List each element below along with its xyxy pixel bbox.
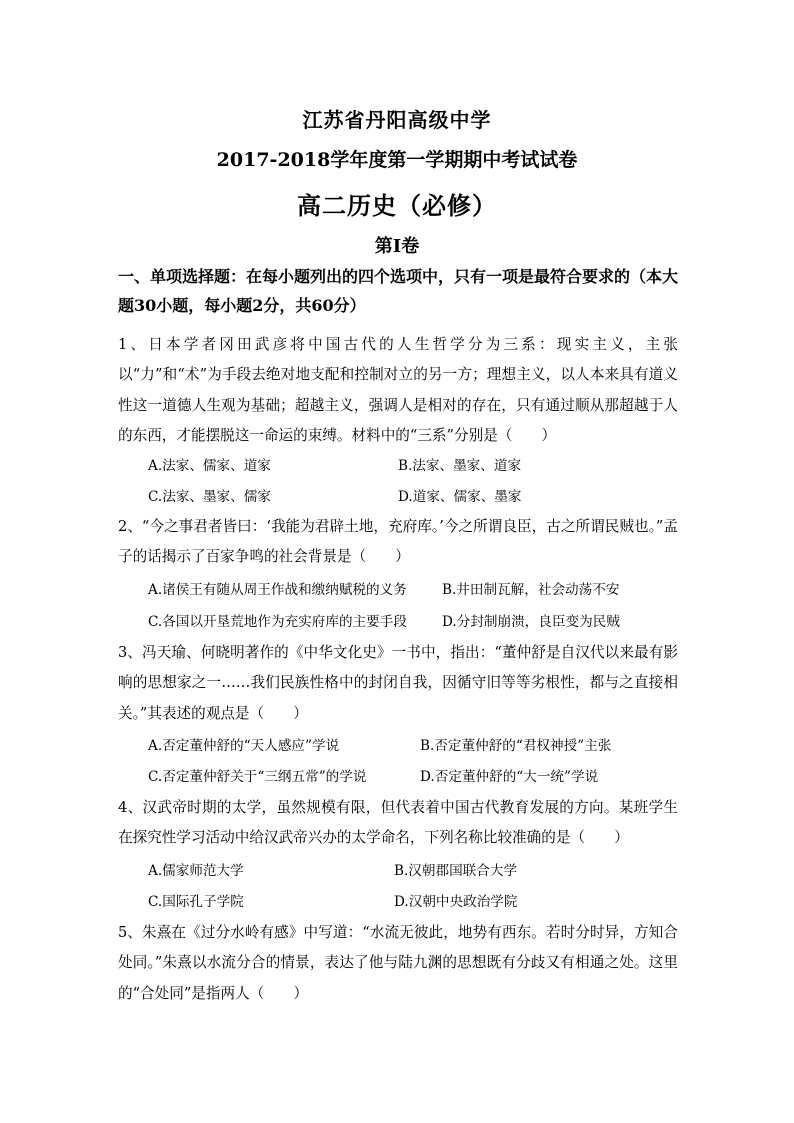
question-3-option-d: D.否定董仲舒的“大一统”学说	[420, 769, 599, 785]
question-1-option-d: D.道家、儒家、墨家	[398, 489, 522, 505]
question-5-stem: 5、朱熹在《过分水岭有感》中写道：“水流无彼此，地势有西东。若时分时异，方知合处同。”朱熹以水流分合的情景，表达了他与陆九渊的思想既有分歧又有相通之处。这里的“合处同”是指两人（ ）	[118, 924, 678, 1002]
question-1-option-c: C.法家、墨家、儒家	[148, 489, 271, 505]
question-4-option-a: A.儒家师范大学	[148, 863, 244, 879]
question-2-option-b: B.井田制瓦解，社会动荡不安	[442, 582, 620, 598]
question-3-option-b: B.否定董仲舒的“君权神授”主张	[420, 738, 612, 754]
exam-title: 2017-2018学年度第一学期期中考试试卷	[216, 149, 578, 171]
question-3-stem: 3、冯天瑜、何晓明著作的《中华文化史》一书中，指出：“董仲舒是自汉代以来最有影响的思想家之一……我们民族性格中的封闭自我，因循守旧等等劣根性，都与之直接相关。”其表述的观点是（ ）	[118, 644, 678, 722]
subject-title: 高二历史（必修）	[297, 191, 497, 220]
question-1-option-a: A.法家、儒家、道家	[148, 458, 271, 474]
question-4-option-b: B.汉朝郡国联合大学	[394, 863, 518, 879]
section-heading: 一、单项选择题：在每小题列出的四个选项中，只有一项是最符合要求的（本大题30小题，每小题2分，共60分）	[118, 267, 679, 315]
question-1-stem: 1、日本学者冈田武彦将中国古代的人生哲学分为三系：现实主义，主张以“力”和“术”为手段去绝对地支配和控制对立的另一方；理想主义，以人本来具有道义性这一道德人生观为基础；超越主义，强调人是相对的存在，只有通过顺从那超越于人的东西，才能摆脱这一命运的束缚。材料中的“三系”分别是（ ）	[118, 336, 678, 445]
question-1-option-b: B.法家、墨家、道家	[398, 458, 522, 474]
question-4-option-d: D.汉朝中央政治学院	[394, 894, 518, 910]
question-2-stem: 2、“今之事君者皆曰：‘我能为君辟土地，充府库。’今之所谓良臣，古之所谓民贼也。”孟子的话揭示了百家争鸣的社会背景是（ ）	[118, 518, 678, 566]
question-2-option-a: A.诸侯王有随从周王作战和缴纳赋税的义务	[148, 582, 407, 598]
volume-title: 第Ⅰ卷	[374, 236, 420, 257]
question-3-option-a: A.否定董仲舒的“天人感应”学说	[148, 738, 340, 754]
question-3-option-c: C.否定董仲舒关于“三纲五常”的学说	[148, 769, 367, 785]
question-2-option-d: D.分封制崩溃，良臣变为民贼	[442, 614, 620, 630]
question-4-option-c: C.国际孔子学院	[148, 894, 244, 910]
question-4-stem: 4、汉武帝时期的太学，虽然规模有限，但代表着中国古代教育发展的方向。某班学生在探究性学习活动中给汉武帝兴办的太学命名，下列名称比较准确的是（ ）	[118, 799, 678, 847]
question-2-option-c: C.各国以开垦荒地作为充实府库的主要手段	[148, 614, 407, 630]
school-title: 江苏省丹阳高级中学	[302, 108, 492, 132]
